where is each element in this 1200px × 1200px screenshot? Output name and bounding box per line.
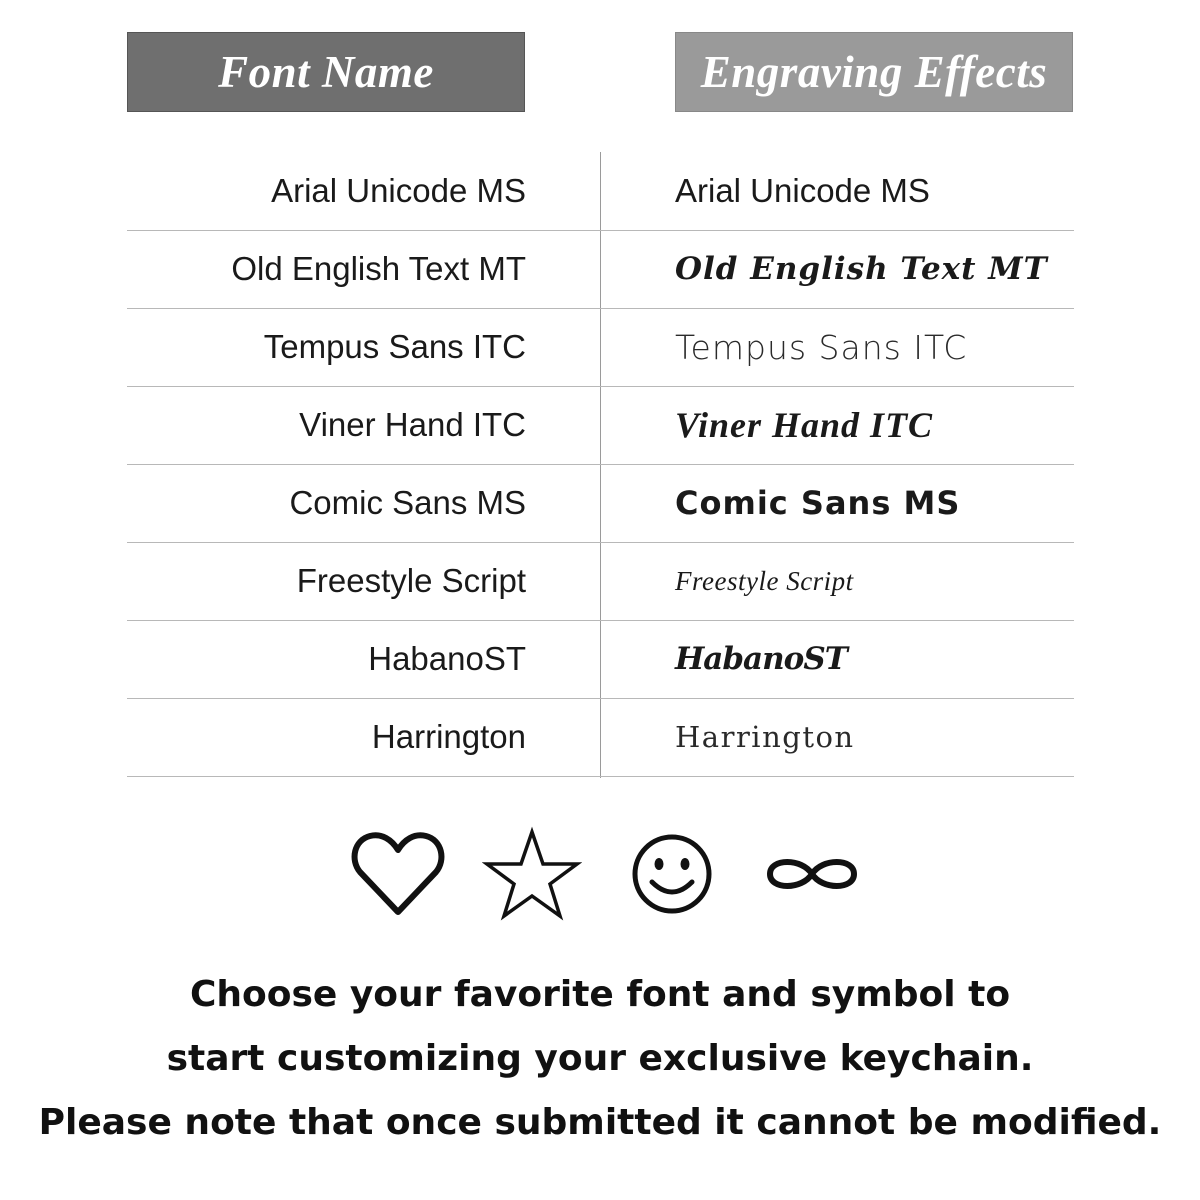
engraving-effect: Freestyle Script — [675, 565, 854, 596]
font-row[interactable] — [127, 386, 1074, 465]
font-table — [127, 152, 1074, 778]
font-name: Tempus Sans ITC — [263, 328, 526, 365]
font-name: Harrington — [371, 718, 526, 755]
font-row[interactable] — [127, 464, 1074, 543]
font-name-header: Font Name — [127, 32, 525, 112]
font-name: Viner Hand ITC — [299, 406, 526, 443]
infinity-icon[interactable] — [762, 826, 862, 926]
engraving-effect: Comic Sans MS — [675, 484, 961, 522]
heart-icon[interactable] — [348, 826, 448, 926]
font-row[interactable] — [127, 230, 1074, 309]
footer-line-2: start customizing your exclusive keychain. — [166, 1038, 1034, 1079]
engraving-effect: Harrington — [675, 720, 855, 754]
font-row[interactable] — [127, 152, 1074, 231]
footer-line-1: Choose your favorite font and symbol to — [189, 974, 1011, 1015]
font-row[interactable] — [127, 698, 1074, 777]
font-name: Comic Sans MS — [289, 484, 526, 521]
font-name: HabanoST — [368, 640, 526, 677]
font-row[interactable] — [127, 308, 1074, 387]
engraving-effect: Arial Unicode MS — [675, 172, 930, 209]
engraving-effect: Old English Text MT — [675, 251, 1048, 287]
symbol-options — [0, 826, 1200, 926]
font-name: Arial Unicode MS — [271, 172, 526, 209]
engraving-effects-header: Engraving Effects — [675, 32, 1073, 112]
font-row[interactable] — [127, 620, 1074, 699]
font-name: Old English Text MT — [231, 250, 526, 287]
font-row[interactable] — [127, 542, 1074, 621]
smiley-icon[interactable] — [622, 826, 722, 926]
engraving-effect: Viner Hand ITC — [675, 405, 934, 445]
font-name: Freestyle Script — [296, 562, 526, 599]
engraving-effect: Tempus Sans ITC — [675, 327, 968, 367]
footer-line-3: Please note that once submitted it cannot be modified. — [38, 1102, 1162, 1143]
engraving-effect: HabanoST — [675, 641, 847, 677]
star-icon[interactable] — [482, 826, 582, 926]
